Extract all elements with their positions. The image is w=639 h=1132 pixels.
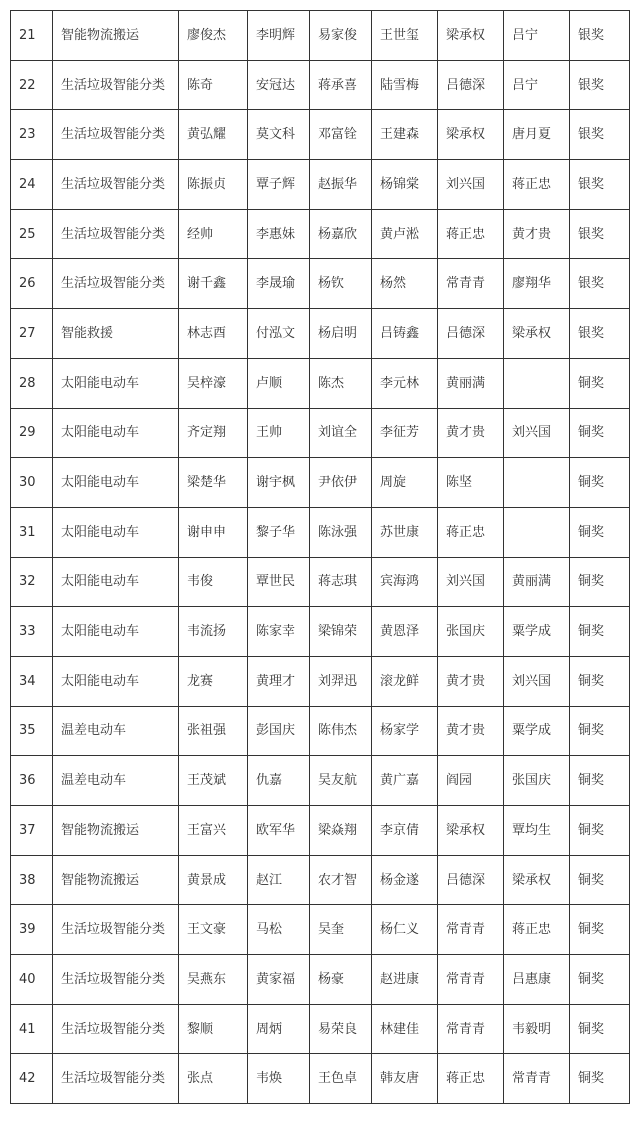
row-number-cell: 24 [11,160,53,210]
member-4-cell: 杨金遂 [372,855,438,905]
member-4-cell: 王建森 [372,110,438,160]
table-row [11,309,630,359]
advisor-1-cell: 吕德深 [438,309,504,359]
member-2-cell: 马松 [248,905,310,955]
member-4-cell: 黄广嘉 [372,756,438,806]
advisor-2-cell: 覃均生 [504,806,570,856]
project-name-cell: 太阳能电动车 [53,408,179,458]
member-4-cell: 赵进康 [372,955,438,1005]
member-3-cell: 陈杰 [310,358,372,408]
row-number-cell: 25 [11,209,53,259]
project-name-cell: 生活垃圾智能分类 [53,1054,179,1104]
member-3-cell: 陈伟杰 [310,706,372,756]
award-level-cell: 铜奖 [570,557,630,607]
award-level-cell: 铜奖 [570,507,630,557]
table-row [11,408,630,458]
advisor-1-cell: 吕德深 [438,60,504,110]
advisor-1-cell: 吕德深 [438,855,504,905]
member-1-cell: 陈振贞 [179,160,248,210]
member-1-cell: 韦俊 [179,557,248,607]
advisor-2-cell: 刘兴国 [504,408,570,458]
award-level-cell: 银奖 [570,11,630,61]
advisor-2-cell: 廖翔华 [504,259,570,309]
member-1-cell: 廖俊杰 [179,11,248,61]
member-1-cell: 龙赛 [179,656,248,706]
advisor-1-cell: 常青青 [438,259,504,309]
member-2-cell: 安冠达 [248,60,310,110]
table-row [11,1004,630,1054]
project-name-cell: 太阳能电动车 [53,557,179,607]
advisor-1-cell: 蒋正忠 [438,507,504,557]
member-1-cell: 梁楚华 [179,458,248,508]
member-1-cell: 谢千鑫 [179,259,248,309]
table-row [11,507,630,557]
row-number-cell: 38 [11,855,53,905]
project-name-cell: 太阳能电动车 [53,607,179,657]
member-2-cell: 欧军华 [248,806,310,856]
member-4-cell: 杨然 [372,259,438,309]
row-number-cell: 40 [11,955,53,1005]
row-number-cell: 39 [11,905,53,955]
row-number-cell: 32 [11,557,53,607]
award-level-cell: 铜奖 [570,656,630,706]
member-4-cell: 李京倩 [372,806,438,856]
project-name-cell: 智能物流搬运 [53,806,179,856]
award-level-cell: 铜奖 [570,706,630,756]
row-number-cell: 21 [11,11,53,61]
table-row [11,656,630,706]
advisor-2-cell: 粟学成 [504,706,570,756]
table-row [11,756,630,806]
project-name-cell: 温差电动车 [53,706,179,756]
member-3-cell: 梁焱翔 [310,806,372,856]
member-2-cell: 仇嘉 [248,756,310,806]
advisor-2-cell: 刘兴国 [504,656,570,706]
member-4-cell: 陆雪梅 [372,60,438,110]
advisor-2-cell: 粟学成 [504,607,570,657]
member-4-cell: 林建佳 [372,1004,438,1054]
table-row [11,706,630,756]
advisor-1-cell: 蒋正忠 [438,1054,504,1104]
member-2-cell: 黄理才 [248,656,310,706]
member-1-cell: 张点 [179,1054,248,1104]
row-number-cell: 23 [11,110,53,160]
member-2-cell: 卢顺 [248,358,310,408]
row-number-cell: 22 [11,60,53,110]
advisor-1-cell: 梁承权 [438,110,504,160]
table-row [11,806,630,856]
advisor-1-cell: 常青青 [438,905,504,955]
row-number-cell: 34 [11,656,53,706]
member-4-cell: 滚龙鲜 [372,656,438,706]
row-number-cell: 33 [11,607,53,657]
member-1-cell: 吴梓濠 [179,358,248,408]
member-2-cell: 黎子华 [248,507,310,557]
project-name-cell: 太阳能电动车 [53,458,179,508]
member-2-cell: 黄家福 [248,955,310,1005]
project-name-cell: 生活垃圾智能分类 [53,60,179,110]
advisor-2-cell: 吕宁 [504,60,570,110]
member-4-cell: 宾海鸿 [372,557,438,607]
project-name-cell: 太阳能电动车 [53,656,179,706]
row-number-cell: 35 [11,706,53,756]
member-4-cell: 苏世康 [372,507,438,557]
table-row [11,259,630,309]
advisor-1-cell: 刘兴国 [438,557,504,607]
member-1-cell: 王茂斌 [179,756,248,806]
row-number-cell: 29 [11,408,53,458]
member-2-cell: 付泓文 [248,309,310,359]
member-1-cell: 经帅 [179,209,248,259]
member-3-cell: 刘羿迅 [310,656,372,706]
member-1-cell: 黎顺 [179,1004,248,1054]
table-row [11,458,630,508]
advisor-1-cell: 张国庆 [438,607,504,657]
member-1-cell: 黄弘耀 [179,110,248,160]
member-2-cell: 赵江 [248,855,310,905]
advisor-1-cell: 刘兴国 [438,160,504,210]
member-4-cell: 李元林 [372,358,438,408]
member-3-cell: 杨启明 [310,309,372,359]
row-number-cell: 26 [11,259,53,309]
member-1-cell: 张祖强 [179,706,248,756]
project-name-cell: 太阳能电动车 [53,358,179,408]
member-2-cell: 谢宇枫 [248,458,310,508]
advisor-2-cell [504,358,570,408]
table-row [11,60,630,110]
member-4-cell: 杨锦棠 [372,160,438,210]
award-level-cell: 银奖 [570,110,630,160]
award-level-cell: 银奖 [570,209,630,259]
award-level-cell: 铜奖 [570,408,630,458]
advisor-1-cell: 阎园 [438,756,504,806]
project-name-cell: 生活垃圾智能分类 [53,955,179,1005]
project-name-cell: 生活垃圾智能分类 [53,1004,179,1054]
project-name-cell: 太阳能电动车 [53,507,179,557]
member-4-cell: 周旋 [372,458,438,508]
award-level-cell: 银奖 [570,309,630,359]
award-level-cell: 铜奖 [570,607,630,657]
award-level-cell: 铜奖 [570,1004,630,1054]
member-1-cell: 黄景成 [179,855,248,905]
member-2-cell: 覃子辉 [248,160,310,210]
row-number-cell: 31 [11,507,53,557]
advisor-2-cell [504,458,570,508]
advisor-1-cell: 常青青 [438,955,504,1005]
row-number-cell: 37 [11,806,53,856]
member-2-cell: 陈家幸 [248,607,310,657]
project-name-cell: 智能物流搬运 [53,11,179,61]
member-3-cell: 蒋志琪 [310,557,372,607]
member-3-cell: 杨嘉欣 [310,209,372,259]
row-number-cell: 42 [11,1054,53,1104]
project-name-cell: 生活垃圾智能分类 [53,209,179,259]
member-4-cell: 韩友唐 [372,1054,438,1104]
member-4-cell: 王世玺 [372,11,438,61]
member-3-cell: 梁锦荣 [310,607,372,657]
advisor-1-cell: 梁承权 [438,806,504,856]
advisor-2-cell: 吕宁 [504,11,570,61]
advisor-2-cell: 黄丽满 [504,557,570,607]
member-1-cell: 林志酉 [179,309,248,359]
row-number-cell: 27 [11,309,53,359]
table-row [11,855,630,905]
row-number-cell: 41 [11,1004,53,1054]
advisor-2-cell: 梁承权 [504,855,570,905]
member-3-cell: 易荣良 [310,1004,372,1054]
award-level-cell: 银奖 [570,60,630,110]
project-name-cell: 生活垃圾智能分类 [53,110,179,160]
advisor-2-cell: 黄才贵 [504,209,570,259]
project-name-cell: 智能物流搬运 [53,855,179,905]
award-level-cell: 铜奖 [570,358,630,408]
member-3-cell: 农才智 [310,855,372,905]
awards-table [10,10,630,1104]
advisor-1-cell: 梁承权 [438,11,504,61]
advisor-2-cell: 唐月夏 [504,110,570,160]
project-name-cell: 生活垃圾智能分类 [53,160,179,210]
table-body [11,11,630,1104]
member-2-cell: 李惠妹 [248,209,310,259]
member-3-cell: 吴友航 [310,756,372,806]
member-3-cell: 尹依伊 [310,458,372,508]
member-3-cell: 杨钦 [310,259,372,309]
member-3-cell: 邓富铨 [310,110,372,160]
row-number-cell: 36 [11,756,53,806]
member-2-cell: 周炳 [248,1004,310,1054]
award-level-cell: 铜奖 [570,905,630,955]
member-2-cell: 王帅 [248,408,310,458]
member-1-cell: 齐定翔 [179,408,248,458]
award-level-cell: 铜奖 [570,855,630,905]
member-3-cell: 易家俊 [310,11,372,61]
advisor-1-cell: 黄才贵 [438,656,504,706]
award-level-cell: 铜奖 [570,1054,630,1104]
award-level-cell: 银奖 [570,160,630,210]
member-3-cell: 陈泳强 [310,507,372,557]
member-4-cell: 杨家学 [372,706,438,756]
member-2-cell: 李晟瑜 [248,259,310,309]
advisor-1-cell: 黄才贵 [438,408,504,458]
table-row [11,11,630,61]
table-row [11,358,630,408]
member-1-cell: 王富兴 [179,806,248,856]
row-number-cell: 28 [11,358,53,408]
advisor-2-cell [504,507,570,557]
table-row [11,160,630,210]
table-row [11,1054,630,1104]
member-3-cell: 杨豪 [310,955,372,1005]
member-4-cell: 黄恩泽 [372,607,438,657]
project-name-cell: 生活垃圾智能分类 [53,259,179,309]
award-level-cell: 铜奖 [570,458,630,508]
advisor-2-cell: 蒋正忠 [504,160,570,210]
member-1-cell: 谢申申 [179,507,248,557]
table-row [11,905,630,955]
member-3-cell: 吴奎 [310,905,372,955]
member-2-cell: 莫文科 [248,110,310,160]
member-1-cell: 陈奇 [179,60,248,110]
advisor-1-cell: 常青青 [438,1004,504,1054]
table-row [11,209,630,259]
member-4-cell: 吕铸鑫 [372,309,438,359]
award-level-cell: 铜奖 [570,756,630,806]
member-1-cell: 吴燕东 [179,955,248,1005]
member-4-cell: 黄卢淞 [372,209,438,259]
project-name-cell: 智能救援 [53,309,179,359]
member-1-cell: 韦流扬 [179,607,248,657]
table-row [11,110,630,160]
member-4-cell: 杨仁义 [372,905,438,955]
member-2-cell: 韦焕 [248,1054,310,1104]
award-level-cell: 铜奖 [570,806,630,856]
project-name-cell: 温差电动车 [53,756,179,806]
table-row [11,607,630,657]
member-3-cell: 王色卓 [310,1054,372,1104]
advisor-2-cell: 吕惠康 [504,955,570,1005]
row-number-cell: 30 [11,458,53,508]
member-2-cell: 李明辉 [248,11,310,61]
advisor-1-cell: 黄丽满 [438,358,504,408]
award-level-cell: 银奖 [570,259,630,309]
table-row [11,955,630,1005]
advisor-2-cell: 张国庆 [504,756,570,806]
advisor-1-cell: 陈坚 [438,458,504,508]
member-1-cell: 王文豪 [179,905,248,955]
member-3-cell: 蒋承喜 [310,60,372,110]
advisor-1-cell: 黄才贵 [438,706,504,756]
member-4-cell: 李征芳 [372,408,438,458]
project-name-cell: 生活垃圾智能分类 [53,905,179,955]
member-2-cell: 覃世民 [248,557,310,607]
award-level-cell: 铜奖 [570,955,630,1005]
member-2-cell: 彭国庆 [248,706,310,756]
table-row [11,557,630,607]
advisor-2-cell: 韦毅明 [504,1004,570,1054]
member-3-cell: 刘谊全 [310,408,372,458]
advisor-2-cell: 蒋正忠 [504,905,570,955]
advisor-2-cell: 梁承权 [504,309,570,359]
advisor-1-cell: 蒋正忠 [438,209,504,259]
member-3-cell: 赵振华 [310,160,372,210]
advisor-2-cell: 常青青 [504,1054,570,1104]
